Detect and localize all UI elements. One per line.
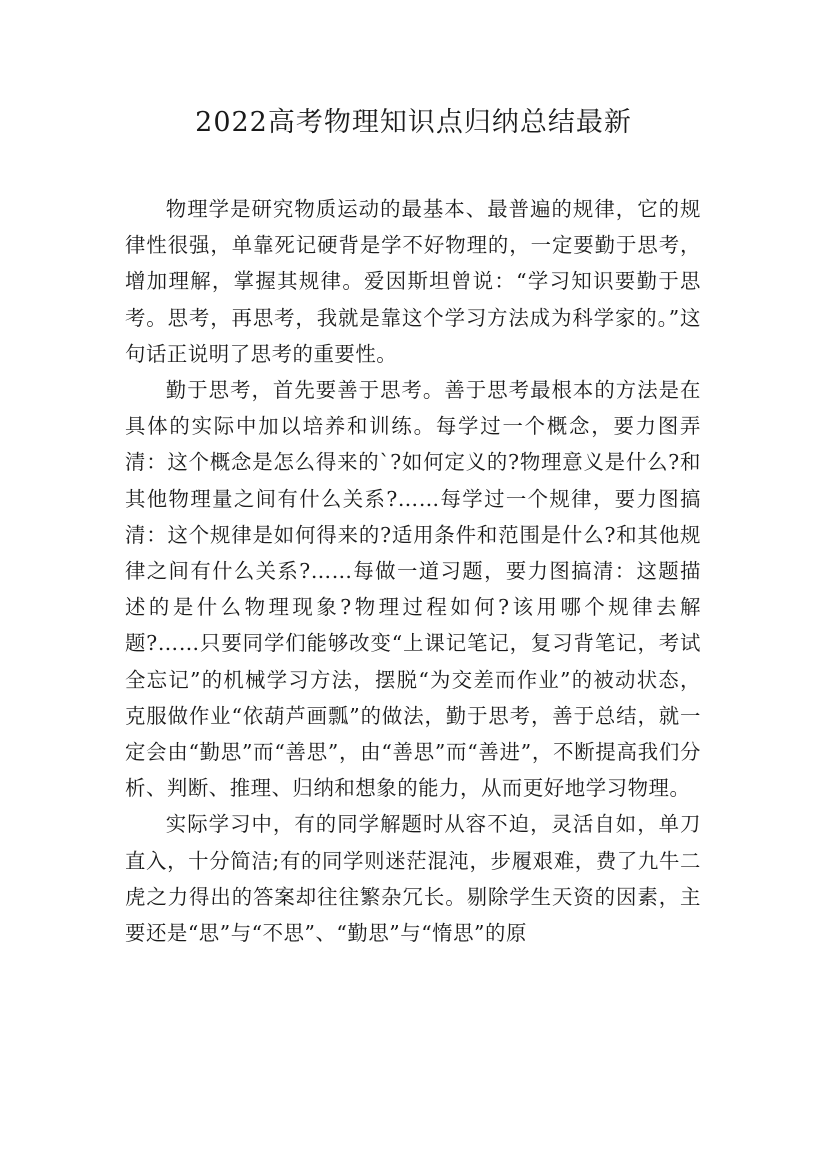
paragraph: 勤于思考，首先要善于思考。善于思考最根本的方法是在具体的实际中加以培养和训练。每学过一个概念，要力图弄清：这个概念是怎么得来的`?如何定义的?物理意义是什么?和其他物理量之间有什么关系?……每学过一个规律，要力图搞清：这个规律是如何得来的?适用条件和范围是什么?和其他规律之间有什么关系?……每做一道习题，要力图搞清：这题描述的是什么物理现象?物理过程如何?该用哪个规律去解题?……只要同学们能够改变“上课记笔记，复习背笔记，考试全忘记”的机械学习方法，摆脱“为交差而作业”的被动状态，克服做作业“依葫芦画瓢”的做法，勤于思考，善于总结，就一定会由“勤思”而“善思”，由“善思”而“善进”，不断提高我们分析、判断、推理、归纳和想象的能力，从而更好地学习物理。 <box>125 378 701 801</box>
paragraph: 实际学习中，有的同学解题时从容不迫，灵活自如，单刀直入，十分简洁;有的同学则迷茫混沌，步履艰难，费了九牛二虎之力得出的答案却往往繁杂冗长。剔除学生天资的因素，主要还是“思”与“不思”、“勤思”与“惰思”的原 <box>125 812 701 946</box>
paragraph: 物理学是研究物质运动的最基本、最普遍的规律，它的规律性很强，单靠死记硬背是学不好物理的，一定要勤于思考，增加理解，掌握其规律。爱因斯坦曾说：“学习知识要勤于思考。思考，再思考，我就是靠这个学习方法成为科学家的。”这句话正说明了思考的重要性。 <box>125 197 701 366</box>
document-title: 2022高考物理知识点归纳总结最新 <box>195 107 632 138</box>
document-body <box>125 191 701 951</box>
